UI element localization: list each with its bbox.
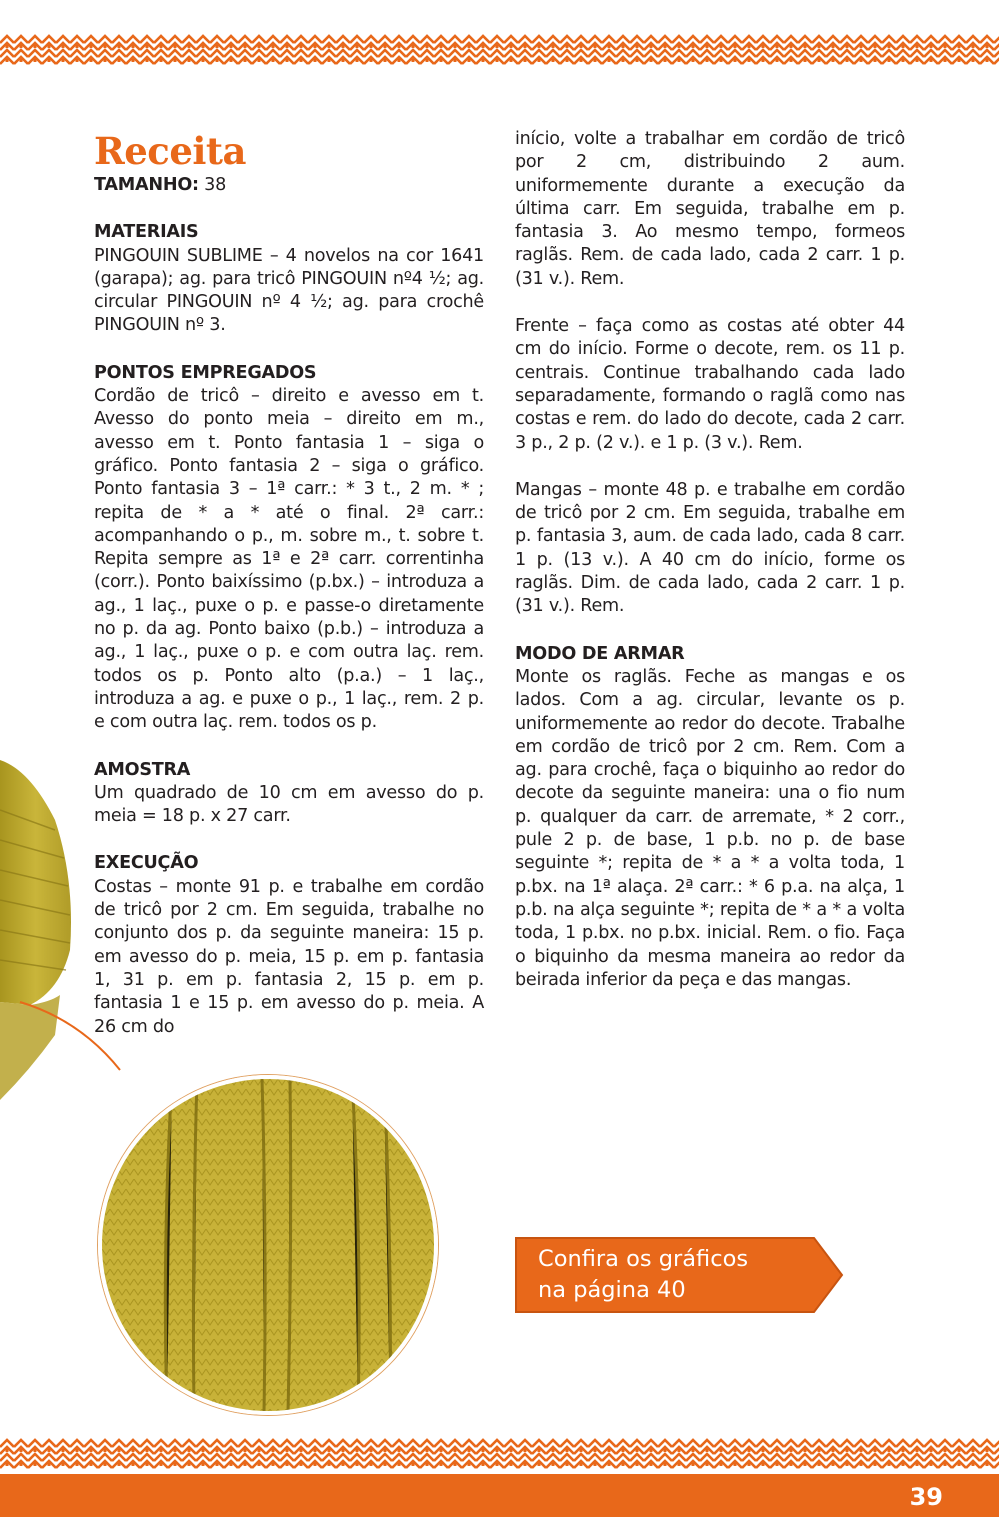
callout-line-2: na página 40 (538, 1277, 686, 1303)
bottom-decorative-border (0, 1437, 999, 1477)
materials-text: PINGOUIN SUBLIME – 4 novelos na cor 1641 (garapa); ag. para tricô PINGOUIN nº4 ½; ag. circular PINGOUIN nº 4 ½; ag. para crochê PINGOUIN nº 3. (94, 245, 484, 336)
sweater-illustration (0, 740, 130, 1120)
charts-callout (514, 1236, 846, 1314)
stitches-text: Cordão de tricô – direito e avesso em t. Avesso do ponto meia – direito em m., avesso em t. Ponto fantasia 1 – siga o gráfico. Ponto fantasia 2 – siga o gráfico. Ponto fantasia 3 – 1ª carr.: * 3 t., 2 m. * ; repita de * a * até o final. 2ª carr.: acompanhando o p., m. sobre m., t. sobre t. Repita sempre as 1ª e 2ª carr. correntinha (corr.). Ponto baixíssimo (p.bx.) – introduza a ag., 1 laç., puxe o p. e passe-o diretamente no p. da ag. Ponto baixo (p.b.) – introduza a ag., 1 laç., puxe o p. e com outra laç. rem. todos os p. Ponto alto (p.a.) – 1 laç., introduza a ag. e puxe o p., 1 laç., rem. 2 p. e com outra laç. rem. todos os p. (94, 386, 484, 733)
size-line (94, 174, 484, 197)
callout-text (538, 1244, 818, 1306)
size-label: TAMANHO: (94, 175, 199, 195)
stitches-heading: PONTOS EMPREGADOS (94, 362, 317, 383)
left-column (94, 130, 484, 1063)
assembly-heading: MODO DE ARMAR (515, 643, 685, 664)
gauge-text: Um quadrado de 10 cm em avesso do p. meia = 18 p. x 27 carr. (94, 782, 484, 827)
execution-text: Costas – monte 91 p. e trabalhe em cordão de tricô por 2 cm. Em seguida, trabalhe no conjunto dos p. da seguinte maneira: 15 p. em avesso do p. meia, 15 p. em p. fantasia 1, 31 p. em p. fantasia 2, 15 p. em p. fantasia 1 e 15 p. em avesso do p. meia. A 26 cm do (94, 876, 484, 1037)
zigzag-border-bottom (0, 1437, 999, 1477)
sleeves-text: Mangas – monte 48 p. e trabalhe em cordão de tricô por 2 cm. Em seguida, trabalhe em p. fantasia 3, aum. de cada lado, cada 8 carr. 1 p. (13 v.). A 40 cm do início, forme os raglãs. Dim. de cada lado, cada 2 carr. 1 p. (31 v.). Rem. (515, 479, 905, 617)
top-decorative-border (0, 33, 999, 73)
recipe-title: Receita (94, 129, 246, 173)
knit-texture (102, 1079, 434, 1411)
gauge-heading: AMOSTRA (94, 759, 191, 780)
zigzag-border-top (0, 33, 999, 73)
front-text: Frente – faça como as costas até obter 44 cm do início. Forme o decote, rem. os 11 p. centrais. Continue trabalhando cada lado separadamente, formando o raglã como nas costas e rem. do lado do decote, cada 2 carr. 3 p., 2 p. (2 v.). e 1 p. (3 v.). Rem. (515, 316, 905, 453)
right-column (515, 128, 905, 1016)
callout-line-1: Confira os gráficos (538, 1246, 749, 1272)
knit-detail-circle (98, 1075, 438, 1415)
execution-heading: EXECUÇÃO (94, 853, 199, 874)
size-value: 38 (204, 175, 227, 195)
back-continued-text: início, volte a trabalhar em cordão de tricô por 2 cm, distribuindo 2 aum. uniformemente durante a execução da última carr. Em seguida, trabalhe em p. fantasia 3. Ao mesmo tempo, formeos raglãs. Rem. de cada lado, cada 2 carr. 1 p. (31 v.). Rem. (515, 129, 905, 289)
footer-bar (0, 1474, 999, 1517)
page-number: 39 (909, 1483, 943, 1511)
sweater-photo (0, 740, 130, 1120)
materials-heading: MATERIAIS (94, 222, 199, 243)
assembly-text: Monte os raglãs. Feche as mangas e os lados. Com a ag. circular, levante os p. uniformemente ao redor do decote. Trabalhe em cordão de tricô por 2 cm. Rem. Com a ag. para crochê, faça o biquinho ao redor do decote da seguinte maneira: una o fio num p. qualquer da carr. de arremate, * 2 corr., pule 2 p. de base, 1 p.b. no p. de base seguinte *; repita de * a * a volta toda, 1 p.bx. na 1ª alaça. 2ª carr.: * 6 p.a. na alça, 1 p.b. na alça seguinte *; repita de * a * a volta toda, 1 p.bx. no p.bx. inicial. Rem. o fio. Faça o biquinho da mesma maneira ao redor da beirada inferior da peça e das mangas. (515, 666, 905, 990)
